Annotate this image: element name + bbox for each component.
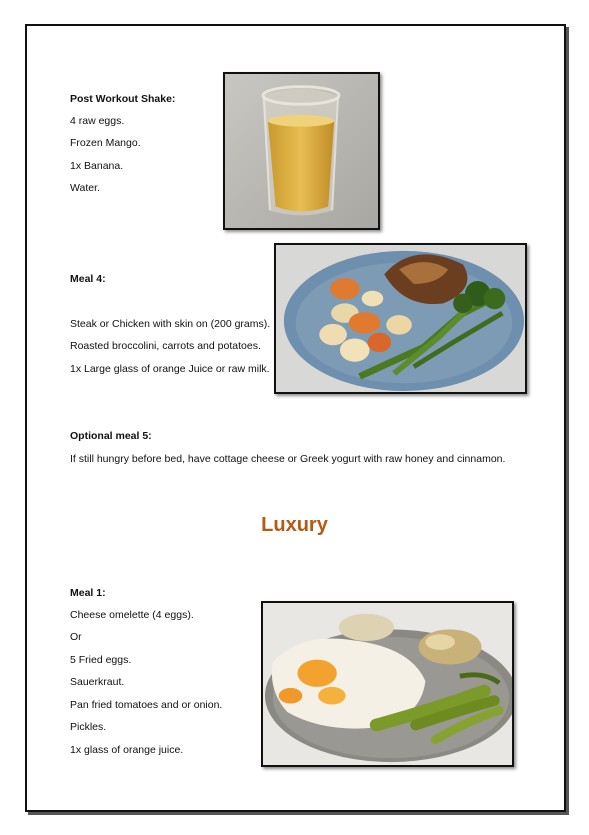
meal4-title: Meal 4: [70,273,106,285]
meal1-item: Sauerkraut. [70,676,125,688]
meal1-item: Pickles. [70,721,107,733]
meal1-item: 5 Fried eggs. [70,654,132,666]
shake-title: Post Workout Shake: [70,93,176,105]
shake-item: 1x Banana. [70,160,124,172]
meal1-item: Pan fried tomatoes and or onion. [70,699,223,711]
section-heading: Luxury [261,514,328,536]
meal1-photo [261,601,514,767]
meal1-item: Cheese omelette (4 eggs). [70,609,194,621]
meal4-photo [274,243,527,394]
meal4-item: 1x Large glass of orange Juice or raw milk. [70,363,270,375]
shake-photo [223,72,380,230]
meal1-title: Meal 1: [70,587,106,599]
shake-item: 4 raw eggs. [70,115,125,127]
meal1-item: 1x glass of orange juice. [70,744,184,756]
meal4-item: Steak or Chicken with skin on (200 grams). [70,318,271,330]
meal1-item: Or [70,631,82,643]
shake-item: Frozen Mango. [70,137,141,149]
shake-item: Water. [70,182,100,194]
meal5-title: Optional meal 5: [70,430,152,442]
meal4-item: Roasted broccolini, carrots and potatoes. [70,340,261,352]
meal5-text: If still hungry before bed, have cottage cheese or Greek yogurt with raw honey and cinnamon. [70,453,506,465]
